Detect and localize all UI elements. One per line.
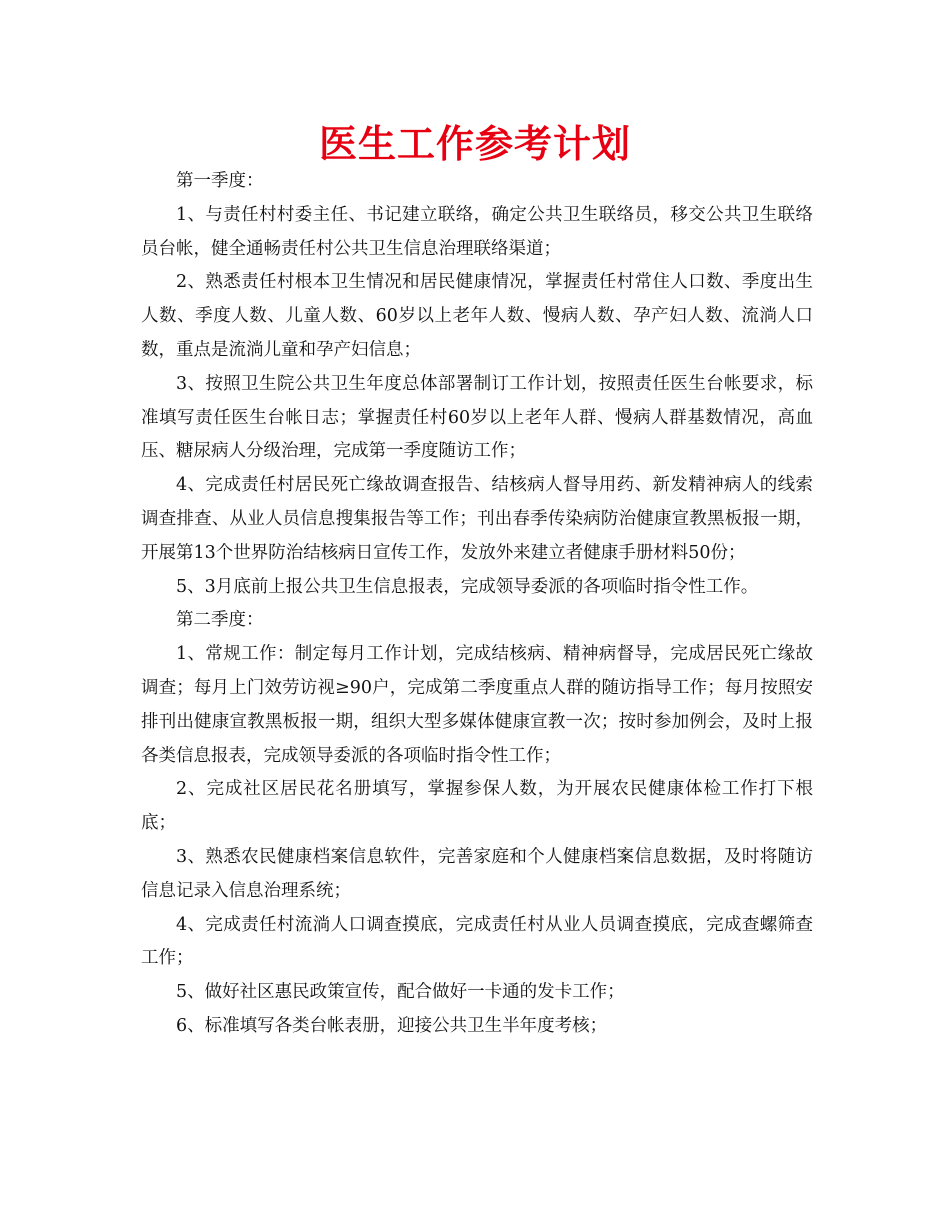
paragraph: 1、与责任村村委主任、书记建立联络，确定公共卫生联络员，移交公共卫生联络员台帐，健全通畅责任村公共卫生信息治理联络渠道；	[141, 204, 813, 259]
paragraph: 3、按照卫生院公共卫生年度总体部署制订工作计划，按照责任医生台帐要求，标准填写责任医生台帐日志；掌握责任村60岁以上老年人群、慢病人群基数情况，高血压、糖尿病人分级治理，完成第一季度随访工作；	[141, 373, 813, 462]
paragraph: 3、熟悉农民健康档案信息软件，完善家庭和个人健康档案信息数据，及时将随访信息记录入信息治理系统；	[141, 846, 813, 901]
paragraph: 2、熟悉责任村根本卫生情况和居民健康情况，掌握责任村常住人口数、季度出生人数、季度人数、儿童人数、60岁以上老年人数、慢病人数、孕产妇人数、流淌人口数，重点是流淌儿童和孕产妇信息；	[141, 272, 813, 360]
document-body	[141, 165, 813, 1044]
paragraph: 2、完成社区居民花名册填写，掌握参保人数，为开展农民健康体检工作打下根底；	[141, 779, 813, 834]
paragraph: 5、3月底前上报公共卫生信息报表，完成领导委派的各项临时指令性工作。	[176, 576, 759, 597]
paragraph: 4、完成责任村居民死亡缘故调查报告、结核病人督导用药、新发精神病人的线索调查排查、从业人员信息搜集报告等工作；刊出春季传染病防治健康宣教黑板报一期，开展第13个世界防治结核病日宣传工作，发放外来建立者健康手册材料50份；	[141, 475, 813, 563]
paragraph: 4、完成责任村流淌人口调查摸底，完成责任村从业人员调查摸底，完成查螺筛查工作；	[141, 914, 813, 969]
paragraph: 1、常规工作：制定每月工作计划，完成结核病、精神病督导，完成居民死亡缘故调查；每月上门效劳访视≥90户，完成第二季度重点人群的随访指导工作；每月按照安排刊出健康宣教黑板报一期，组织大型多媒体健康宣教一次；按时参加例会，及时上报各类信息报表，完成领导委派的各项临时指令性工作；	[141, 644, 813, 766]
paragraph: 6、标准填写各类台帐表册，迎接公共卫生半年度考核；	[176, 1015, 608, 1036]
paragraph: 5、做好社区惠民政策宣传，配合做好一卡通的发卡工作；	[176, 982, 625, 1003]
section-heading-q1: 第一季度：	[176, 171, 264, 191]
section-heading-q2: 第二季度：	[176, 610, 264, 631]
document-title: 医生工作参考计划	[318, 122, 631, 166]
